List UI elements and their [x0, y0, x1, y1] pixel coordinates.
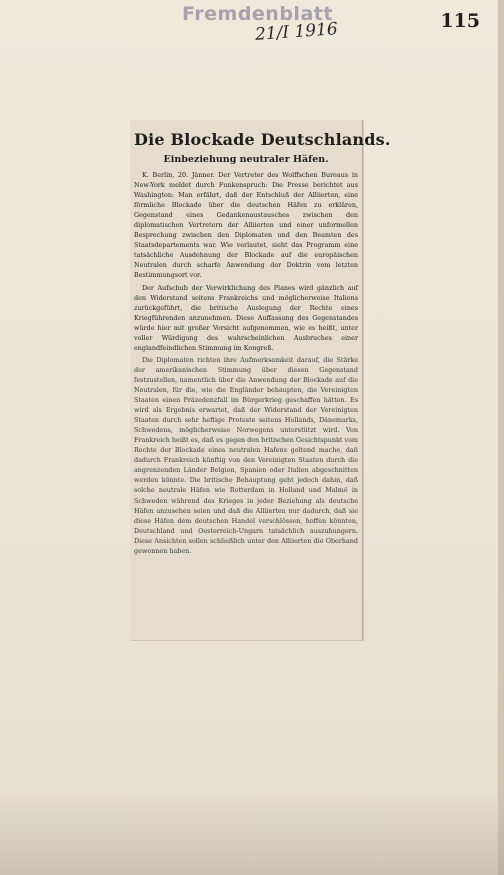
newspaper-stamp: Fremdenblatt: [182, 3, 333, 25]
newspaper-clipping: [130, 120, 391, 640]
article-subheadline: Einbeziehung neutraler Häfen.: [163, 154, 329, 165]
article-headline: Die Blockade Deutschlands.: [134, 130, 391, 149]
article-paragraph-1: K. Berlin, 20. Jänner. Der Vertreter des Wolffschen Bureaus in New-York meldet durch Funkenspruch: Die Presse berichtet aus Washington: Man erfährt, daß der Entschluß der Alliierten, eine förmliche Blockade über die deutschen Häfen zu erklären, Gegenstand eines Gedankenaustausches zwischen den diplomatischen Vertretern der Alliierten und einer unformellen Besprechung zwischen den Diplomaten und den Beamten des Staatsdepartements war. Wie verlautet, sieht das Programm eine tatsächliche Ausdehnung der Blockade auf die europäischen Neutralen durch scharfe Anwendung der Doktrin vom letzten Bestimmungsort vor.: [134, 171, 358, 280]
page-edge: [498, 0, 504, 875]
article-paragraph-3: Die Diplomaten richten ihre Aufmerksamkeit darauf, die Stärke der amerikanischen Stimmung über diesen Gegenstand festzustellen, namentlich über die Anwendung der Blockade auf die Neutralen, für die, wie die Engländer behaupten, die Vereinigten Staaten einen Präzedenzfall im Bürgerkrieg geschaffen hätten. Es wird als Ergebnis erwartet, daß der Widerstand der Vereinigten Staaten durch sehr heftige Proteste seitens Hollands, Dänemarks, Schwedens, möglicherweise Norwegens unterstützt wird. Von Frankreich heißt es, daß es gegen den britischen Gesichtspunkt vom Rechte der Blockade eines neutralen Hafens geltend mache, daß dadurch Frankreich künftig von den Vereinigten Staaten durch die angrenzenden Länder Belgien, Spanien oder Italien abgeschnitten werden könnte. Die britische Behauptung geht jedoch dahin, daß solche neutrale Häfen wie Rotterdam in Holland und Malmö in Schweden während des Krieges in jeder Beziehung als deutsche Häfen anzusehen seien und daß die Alliierten nur dadurch, daß sie diese Häfen dem deutschen Handel verschlössen, hoffen könnten, Deutschland und Oesterreich-Ungarn tatsächlich auszuhungern. Diese Ansichten sollen schließlich unter den Alliierten die Oberhand gewonnen haben.: [134, 355, 358, 555]
page-number: 115: [440, 10, 480, 32]
article-paragraph-2: Der Aufschub der Verwirklichung des Planes wird gänzlich auf den Widerstand seitens Frankreichs und möglicherweise Italiens zurückgeführt, die britische Auslegung der Rechte eines Kriegführenden anzunehmen. Diese Auffassung des Gegenstandes würde hier mit großer Vorsicht aufgenommen, wie es heißt, unter voller Würdigung des wahrscheinlichen Ausbruches einer englandfeindlichen Stimmung im Kongreß.: [134, 283, 358, 352]
handwritten-date: 21/I 1916: [254, 19, 339, 45]
